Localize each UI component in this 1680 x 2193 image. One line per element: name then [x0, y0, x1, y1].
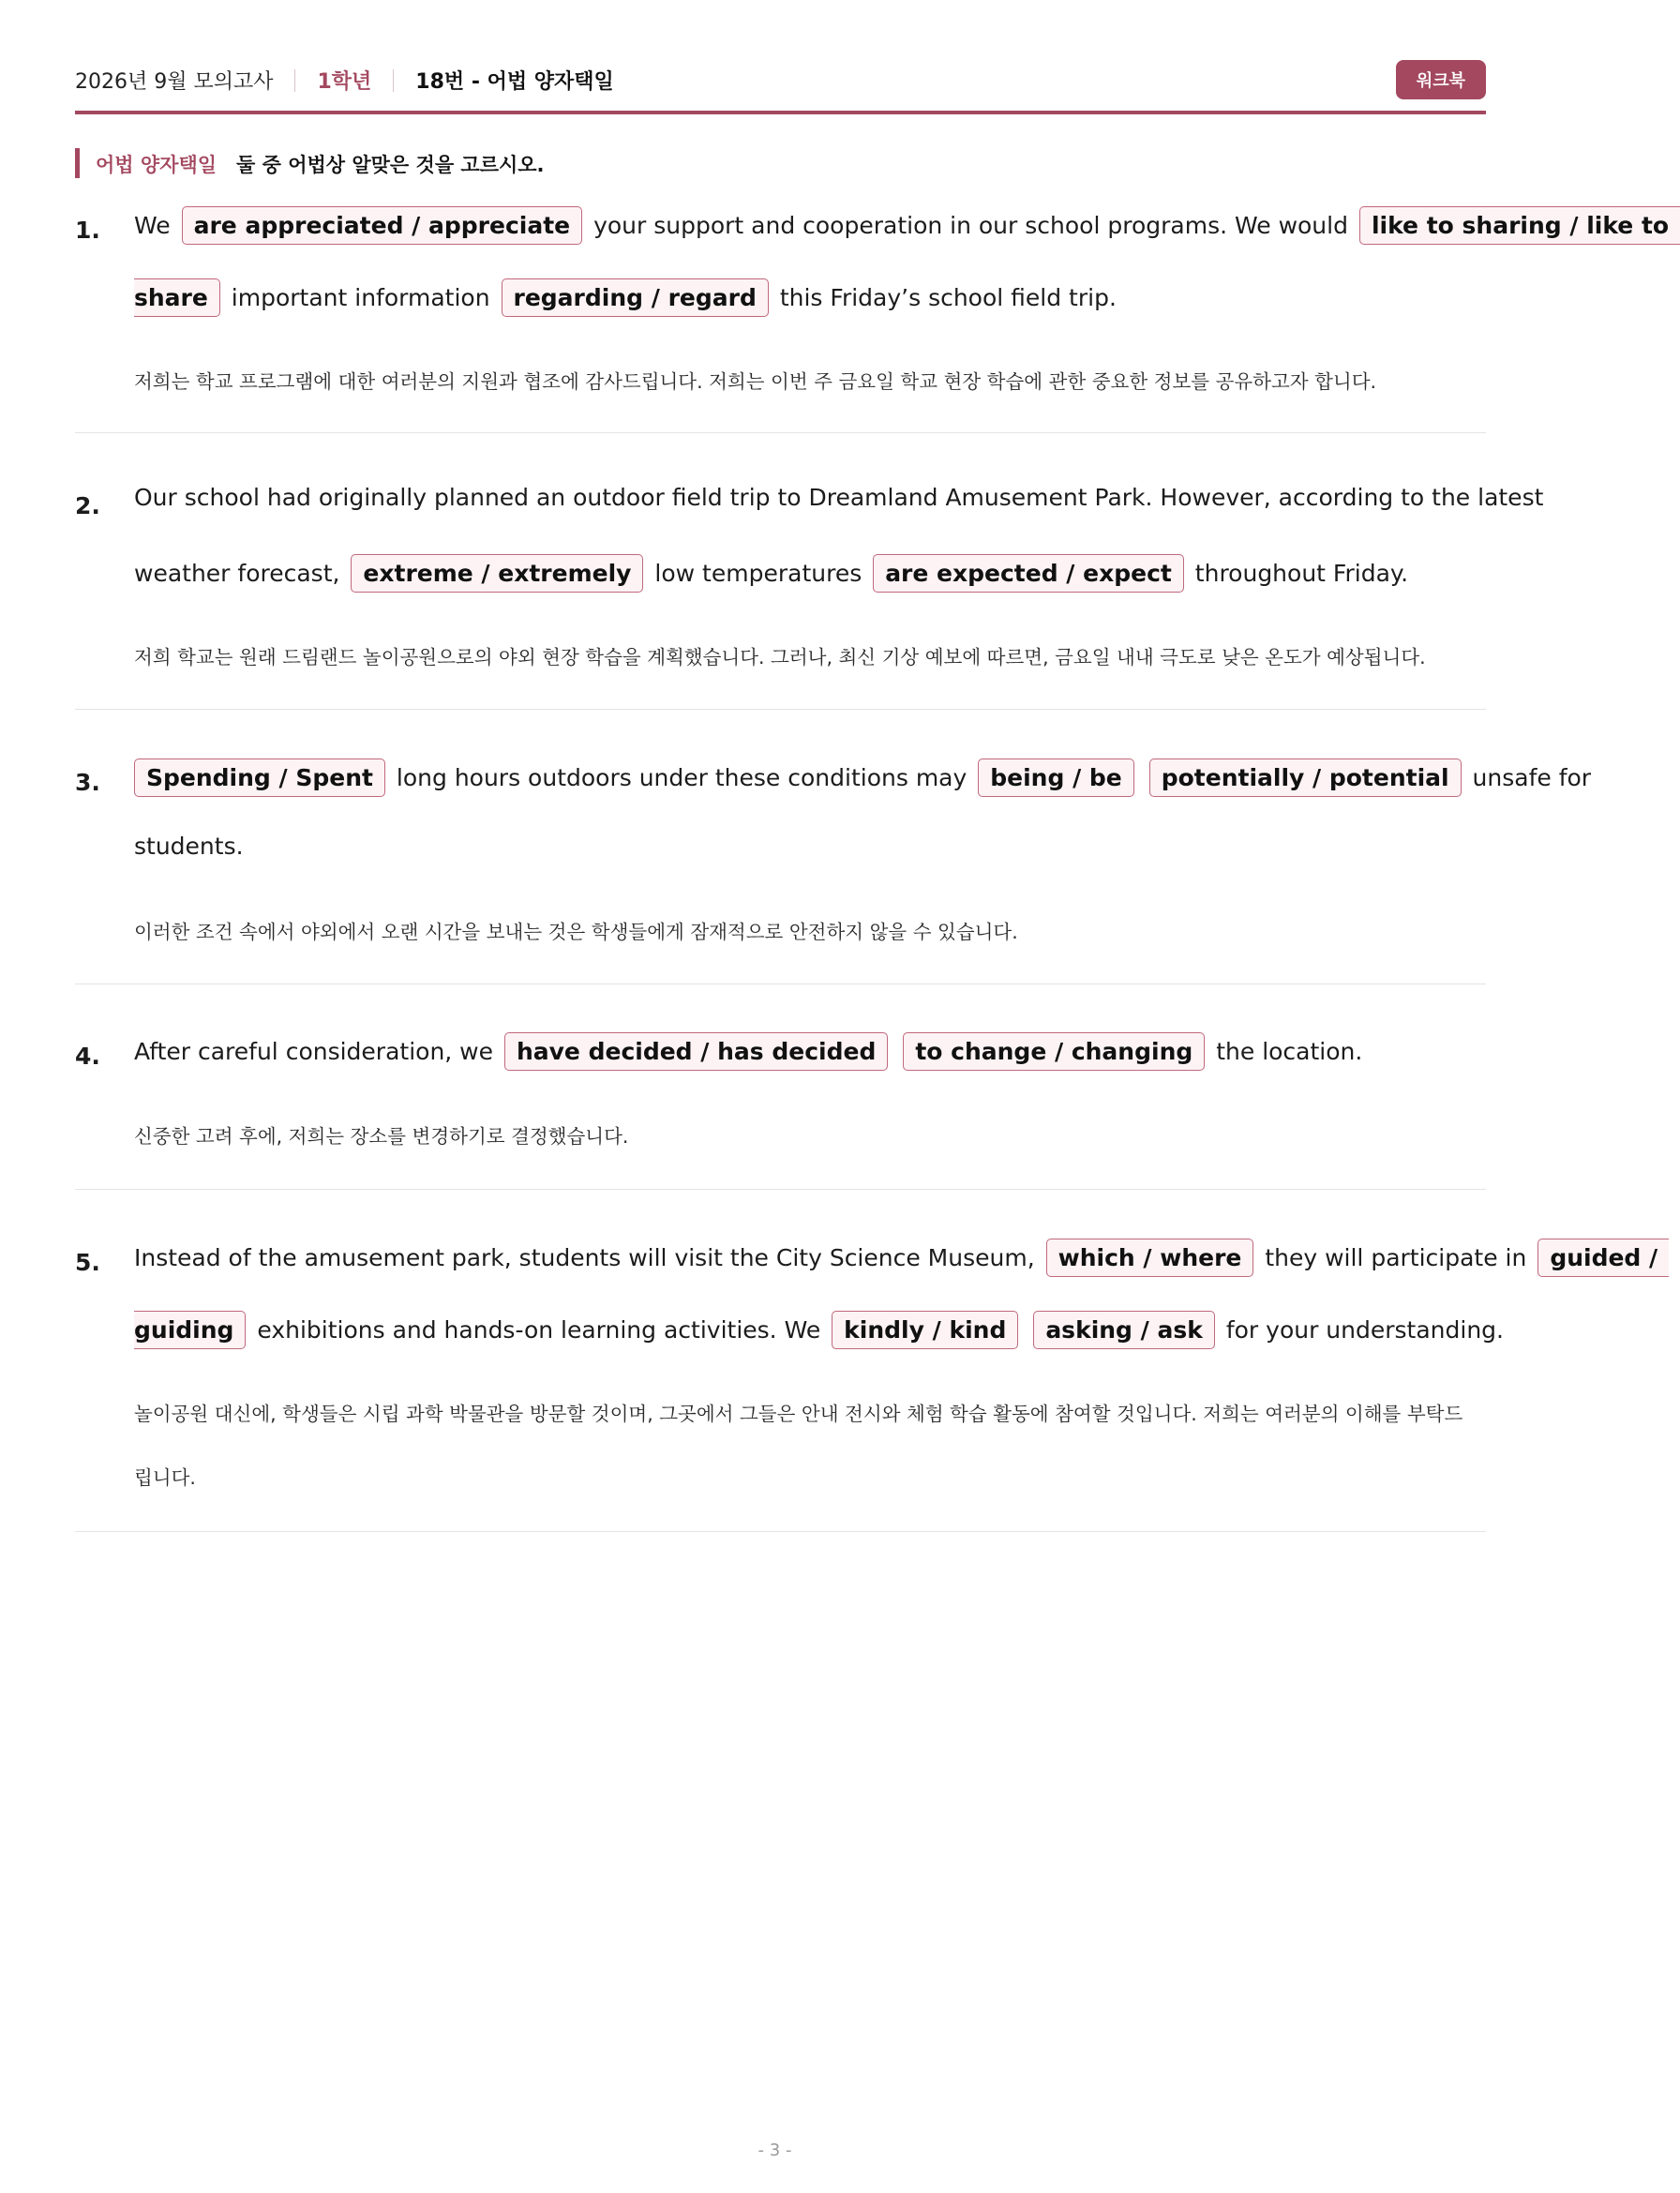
choice-box[interactable]: which / where: [1046, 1239, 1254, 1277]
header-info: [75, 66, 614, 95]
instruction-text: 둘 중 어법상 알맞은 것을 고르시오.: [236, 154, 545, 176]
choice-box[interactable]: have decided / has decided: [504, 1032, 888, 1071]
question-line-2: [134, 831, 244, 879]
question-line-2: [134, 1311, 1504, 1359]
question-divider: [75, 432, 1486, 433]
choice-box[interactable]: guided /: [1538, 1239, 1669, 1277]
page-number: - 3 -: [758, 2140, 792, 2160]
sentence-text: important information: [231, 284, 490, 311]
header-divider: [393, 69, 394, 92]
sentence-text: throughout Friday.: [1194, 560, 1409, 587]
choice-box-continued[interactable]: guiding: [134, 1311, 246, 1349]
sentence-text: long hours outdoors under these conditions may: [396, 764, 968, 791]
question-number: 3.: [75, 769, 100, 796]
instruction-label: 어법 양자택일: [96, 154, 218, 176]
question-line-1: [134, 759, 1591, 807]
question-divider: [75, 1189, 1486, 1190]
choice-box[interactable]: are appreciated / appreciate: [182, 206, 583, 245]
sentence-text: Our school had originally planned an outdoor field trip to Dreamland Amusement Park. However, according to the latest: [134, 483, 1544, 511]
sentence-text: the location.: [1216, 1038, 1363, 1065]
header-rule: [75, 111, 1486, 114]
korean-translation: 저희 학교는 원래 드림랜드 놀이공원으로의 야외 현장 학습을 계획했습니다. 그러나, 최신 기상 예보에 따르면, 금요일 내내 극도로 낮은 온도가 예상됩니다.: [134, 646, 1426, 668]
korean-translation-continued: 립니다.: [134, 1466, 196, 1489]
sentence-text: they will participate in: [1265, 1244, 1527, 1271]
question-number: 5.: [75, 1249, 100, 1276]
page-title: 18번 - 어법 양자택일: [415, 70, 614, 94]
choice-box[interactable]: to change / changing: [903, 1032, 1205, 1071]
question-number: 4.: [75, 1043, 100, 1070]
header-divider: [294, 69, 295, 92]
sentence-text: weather forecast,: [134, 560, 340, 587]
korean-translation: 저희는 학교 프로그램에 대한 여러분의 지원과 협조에 감사드립니다. 저희는 이번 주 금요일 학교 현장 학습에 관한 중요한 정보를 공유하고자 합니다.: [134, 370, 1377, 393]
sentence-text: After careful consideration, we: [134, 1038, 494, 1065]
choice-box[interactable]: Spending / Spent: [134, 759, 385, 797]
question-line-2: [134, 278, 1117, 327]
choice-box-continued[interactable]: share: [134, 278, 220, 317]
question-number: 2.: [75, 492, 100, 519]
korean-translation: 놀이공원 대신에, 학생들은 시립 과학 박물관을 방문할 것이며, 그곳에서 그들은 안내 전시와 체험 학습 활동에 참여할 것입니다. 저희는 여러분의 이해를 부탁드: [134, 1403, 1463, 1425]
sentence-text: Instead of the amusement park, students will visit the City Science Museum,: [134, 1244, 1035, 1271]
korean-translation: 이러한 조건 속에서 야외에서 오랜 시간을 보내는 것은 학생들에게 잠재적으로 안전하지 않을 수 있습니다.: [134, 921, 1018, 943]
korean-translation: 신중한 고려 후에, 저희는 장소를 변경하기로 결정했습니다.: [134, 1125, 629, 1148]
question-line-2: [134, 554, 1408, 603]
question-line-1: [134, 482, 1543, 531]
workbook-badge: 워크북: [1396, 60, 1486, 99]
sentence-text: low temperatures: [654, 560, 862, 587]
choice-box[interactable]: asking / ask: [1033, 1311, 1215, 1349]
page-header: [75, 62, 1486, 99]
exam-name: 2026년 9월 모의고사: [75, 70, 274, 94]
sentence-text: students.: [134, 832, 244, 860]
choice-box[interactable]: kindly / kind: [832, 1311, 1018, 1349]
sentence-text: your support and cooperation in our school programs. We would: [593, 212, 1348, 239]
choice-box[interactable]: regarding / regard: [502, 278, 769, 317]
choice-box[interactable]: potentially / potential: [1149, 759, 1462, 797]
question-divider: [75, 709, 1486, 710]
choice-box[interactable]: like to sharing / like to: [1359, 206, 1680, 245]
grade-label: 1학년: [317, 70, 372, 94]
choice-box[interactable]: are expected / expect: [873, 554, 1184, 593]
choice-box[interactable]: being / be: [978, 759, 1134, 797]
instruction-accent-bar: [75, 148, 80, 178]
choice-box[interactable]: extreme / extremely: [351, 554, 643, 593]
question-line-1: [134, 206, 1680, 255]
question-divider: [75, 1531, 1486, 1532]
sentence-text: this Friday’s school field trip.: [779, 284, 1117, 311]
question-number: 1.: [75, 217, 100, 244]
sentence-text: We: [134, 212, 171, 239]
sentence-text: exhibitions and hands-on learning activities. We: [257, 1316, 821, 1344]
question-line-1: [134, 1239, 1669, 1287]
sentence-text: for your understanding.: [1225, 1316, 1504, 1344]
sentence-text: unsafe for: [1472, 764, 1592, 791]
question-line-1: [134, 1032, 1362, 1081]
